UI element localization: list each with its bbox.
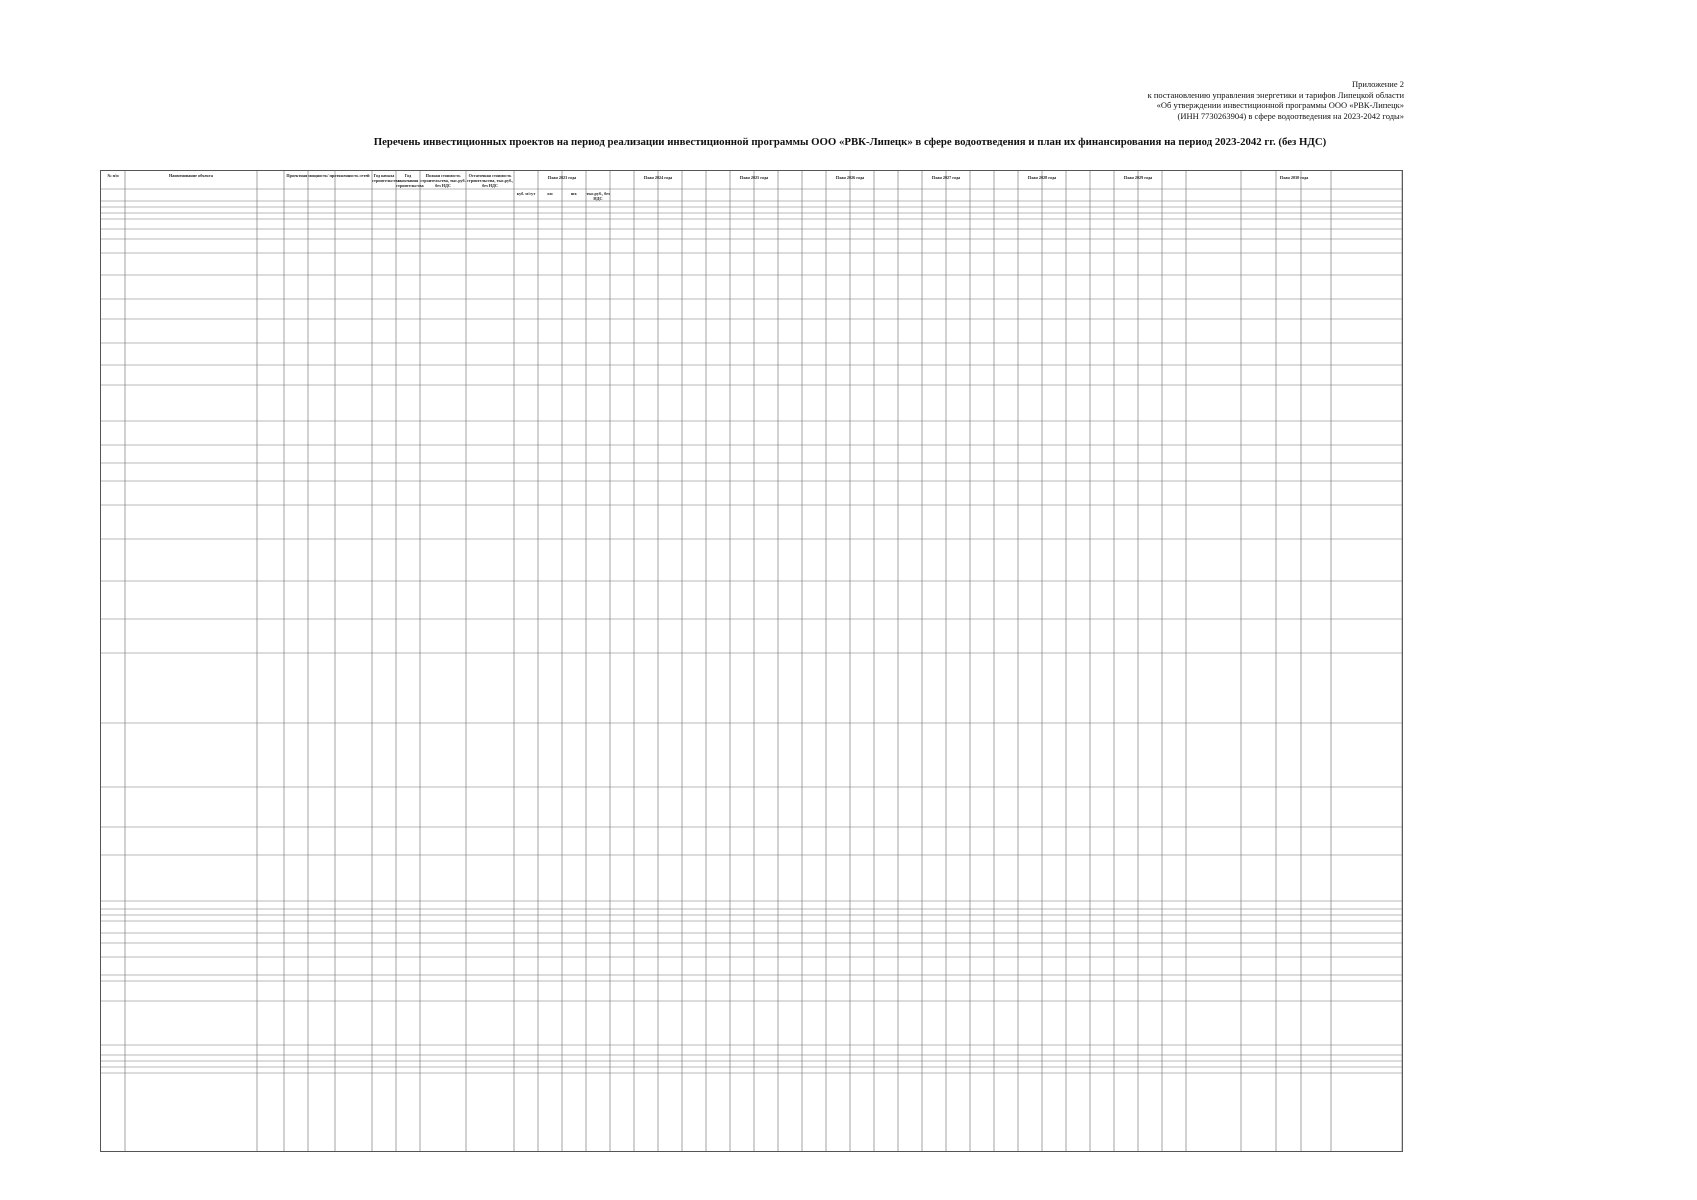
subheader-cost: тыс.руб., без НДС (586, 191, 610, 201)
appendix-line-1: Приложение 2 (1352, 79, 1404, 89)
header-remaining-cost: Остаточная стоимость строительства, тыс.руб., без НДС (466, 173, 514, 188)
header-plan-2029: План 2029 года (1123, 175, 1153, 180)
header-full-cost: Полная стоимость строительства, тыс.руб. без НДС (420, 173, 466, 188)
header-year-end: Год окончания строительства (396, 173, 424, 188)
header-plan-2027: План 2027 года (931, 175, 961, 180)
header-year-start: Год начала строительства (372, 173, 400, 183)
appendix-line-2: к постановлению управления энергетики и тарифов Липецкой области (1147, 89, 1404, 100)
appendix-block (804, 79, 1404, 121)
header-num: № п/п (107, 173, 119, 178)
investment-table (100, 170, 1403, 1152)
header-plan-2024: План 2024 года (643, 175, 673, 180)
header-name: Наименование объекта (169, 173, 213, 178)
header-plan-2030: План 2030 года (1279, 175, 1309, 180)
table-grid (101, 171, 1402, 1151)
header-plan-2026: План 2026 года (835, 175, 865, 180)
appendix-line-3: «Об утверждении инвестиционной программы ООО «РВК-Липецк» (1156, 100, 1404, 110)
header-plan-2025: План 2025 года (739, 175, 769, 180)
subheader-volume: куб. м/сут (516, 191, 536, 196)
document-title: Перечень инвестиционных проектов на период реализации инвестиционной программы ООО «РВК-Липецк» в сфере водоотведения и план их финансирования на период 2023-2042 гг. (без НДС) (373, 136, 1327, 148)
header-capacity: Проектная мощность/ протяженность сетей (286, 173, 370, 178)
subheader-pcs: шт. (570, 191, 578, 196)
header-plan-2028: План 2028 года (1027, 175, 1057, 180)
subheader-km: км (547, 191, 553, 196)
header-plan-2023: План 2023 года (547, 175, 577, 180)
appendix-line-4: (ИНН 7730263904) в сфере водоотведения на 2023-2042 годы» (1177, 110, 1404, 121)
